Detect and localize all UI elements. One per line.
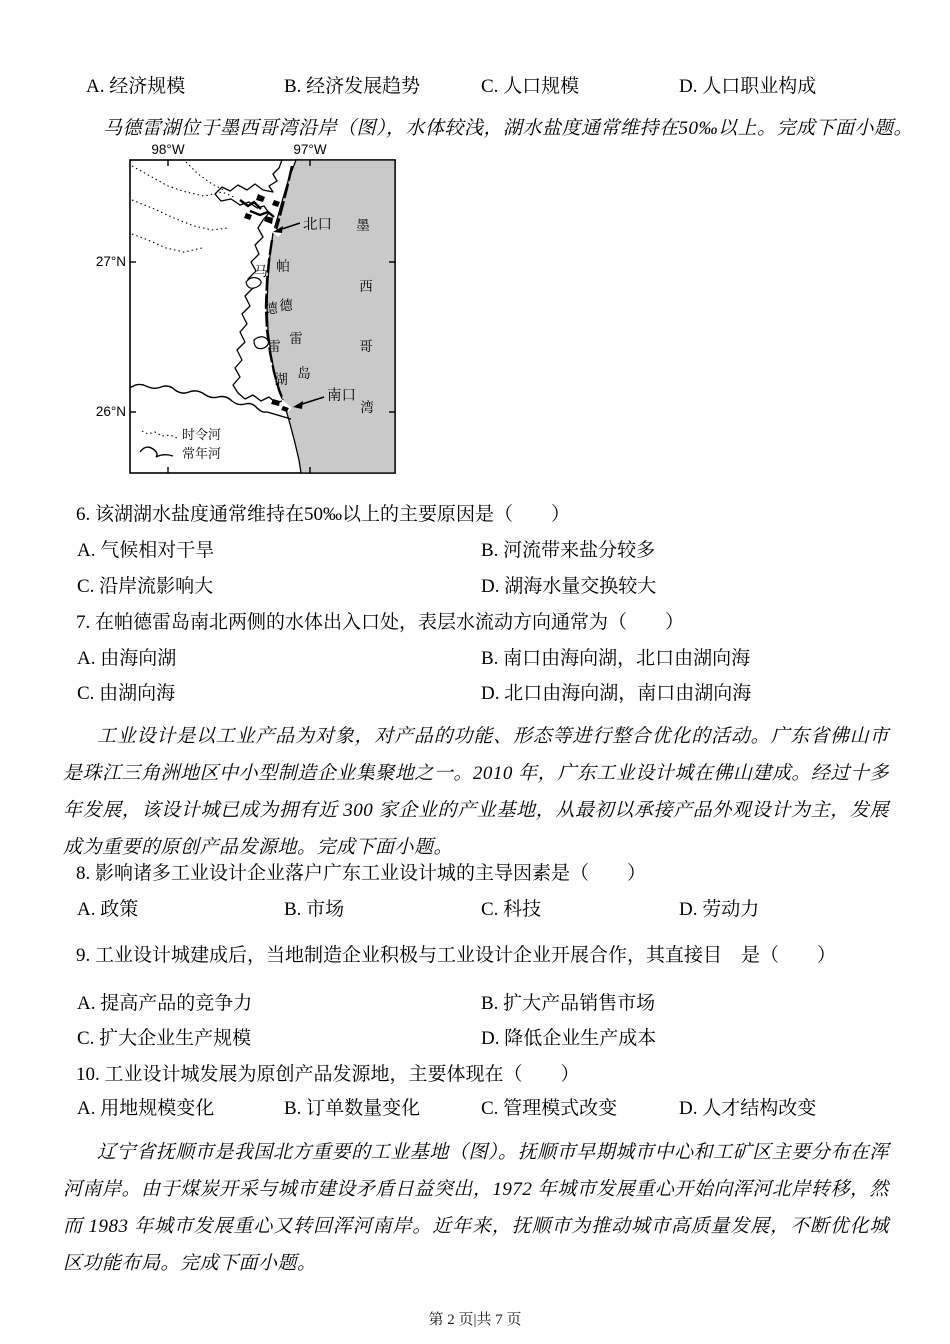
lake-char: 德 [264, 301, 278, 316]
question-6: 6. 该湖湖水盐度通常维持在50‰以上的主要原因是（ ） [76, 504, 571, 525]
q8-option-b: B. 市场 [284, 899, 345, 920]
island-char: 雷 [289, 331, 303, 346]
lon-label-97w: 97°W [293, 142, 327, 157]
lon-label-98w: 98°W [151, 142, 185, 157]
prev-option-b: B. 经济发展趋势 [284, 76, 421, 97]
island-char: 帕 [276, 259, 290, 274]
q7-option-a: A. 由海向湖 [77, 648, 177, 669]
lat-label-27n: 27°N [95, 254, 126, 269]
gulf-char: 西 [359, 279, 373, 294]
intro-laguna-madre: 马德雷湖位于墨西哥湾沿岸（图），水体较浅，湖水盐度通常维持在50‰以上。完成下面小题。 [103, 118, 914, 139]
q6-option-a: A. 气候相对干旱 [77, 540, 215, 561]
q9-option-a: A. 提高产品的竞争力 [77, 993, 253, 1014]
legend-seasonal-label: 时令河 [182, 427, 222, 442]
lake-char: 马 [254, 264, 268, 279]
q8-option-c: C. 科技 [481, 899, 542, 920]
lat-label-26n: 26°N [95, 404, 126, 419]
legend-perennial-label: 常年河 [182, 446, 222, 461]
q9-option-c: C. 扩大企业生产规模 [77, 1028, 252, 1049]
intro-fushun: 辽宁省抚顺市是我国北方重要的工业基地（图）。抚顺市早期城市中心和工矿区主要分布在浑河南岸。由于煤炭开采与城市建设矛盾日益突出，1972 年城市发展重心开始向浑河北岸转移，然而 1983 年城市发展重心又转回浑河南岸。近年来，抚顺市为推动城市高质量发展，不断优化城区功能布局。完成下面小题。 [63, 1142, 889, 1274]
gulf-char: 墨 [356, 218, 370, 233]
q9-option-b: B. 扩大产品销售市场 [481, 993, 656, 1014]
south-inlet-label: 南口 [327, 388, 356, 404]
q9-option-d: D. 降低企业生产成本 [481, 1028, 657, 1049]
q10-option-b: B. 订单数量变化 [284, 1098, 421, 1119]
question-10: 10. 工业设计城发展为原创产品发源地，主要体现在（ ） [76, 1064, 580, 1085]
q7-option-d: D. 北口由海向湖，南口由湖向海 [481, 683, 752, 704]
island-char: 德 [279, 298, 293, 313]
island-char: 岛 [297, 366, 311, 381]
lake-char: 湖 [274, 372, 288, 387]
question-7: 7. 在帕德雷岛南北两侧的水体出入口处，表层水流动方向通常为（ ） [76, 612, 685, 633]
q8-option-d: D. 劳动力 [679, 899, 760, 920]
q7-option-c: C. 由湖向海 [77, 683, 176, 704]
gulf-char: 哥 [359, 339, 373, 354]
q6-option-b: B. 河流带来盐分较多 [481, 540, 656, 561]
q7-option-b: B. 南口由海向湖，北口由湖向海 [481, 648, 751, 669]
q6-option-d: D. 湖海水量交换较大 [481, 576, 657, 597]
question-8: 8. 影响诸多工业设计企业落户广东工业设计城的主导因素是（ ） [76, 863, 647, 884]
prev-option-c: C. 人口规模 [481, 76, 580, 97]
lake-char: 雷 [267, 339, 281, 354]
north-inlet-label: 北口 [303, 217, 332, 233]
intro-industrial-design: 工业设计是以工业产品为对象，对产品的功能、形态等进行整合优化的活动。广东省佛山市是珠江三角洲地区中小型制造企业集聚地之一。2010 年，广东工业设计城在佛山建成。经过十多年发展，该设计城已成为拥有近 300 家企业的产业基地，从最初以承接产品外观设计为主，发展成为重要的原创产品发源地。完成下面小题。 [63, 726, 889, 858]
q10-option-d: D. 人才结构改变 [679, 1098, 817, 1119]
gulf-char: 湾 [360, 400, 374, 415]
prev-option-d: D. 人口职业构成 [679, 76, 817, 97]
q10-option-c: C. 管理模式改变 [481, 1098, 618, 1119]
q10-option-a: A. 用地规模变化 [77, 1098, 215, 1119]
map-svg [90, 140, 420, 486]
laguna-madre-map [90, 140, 420, 486]
prev-option-a: A. 经济规模 [86, 76, 186, 97]
question-9: 9. 工业设计城建成后，当地制造企业积极与工业设计企业开展合作，其直接目 是（ ） [76, 945, 837, 966]
q6-option-c: C. 沿岸流影响大 [77, 576, 214, 597]
page-footer: 第 2 页|共 7 页 [428, 1312, 522, 1328]
q8-option-a: A. 政策 [77, 899, 139, 920]
